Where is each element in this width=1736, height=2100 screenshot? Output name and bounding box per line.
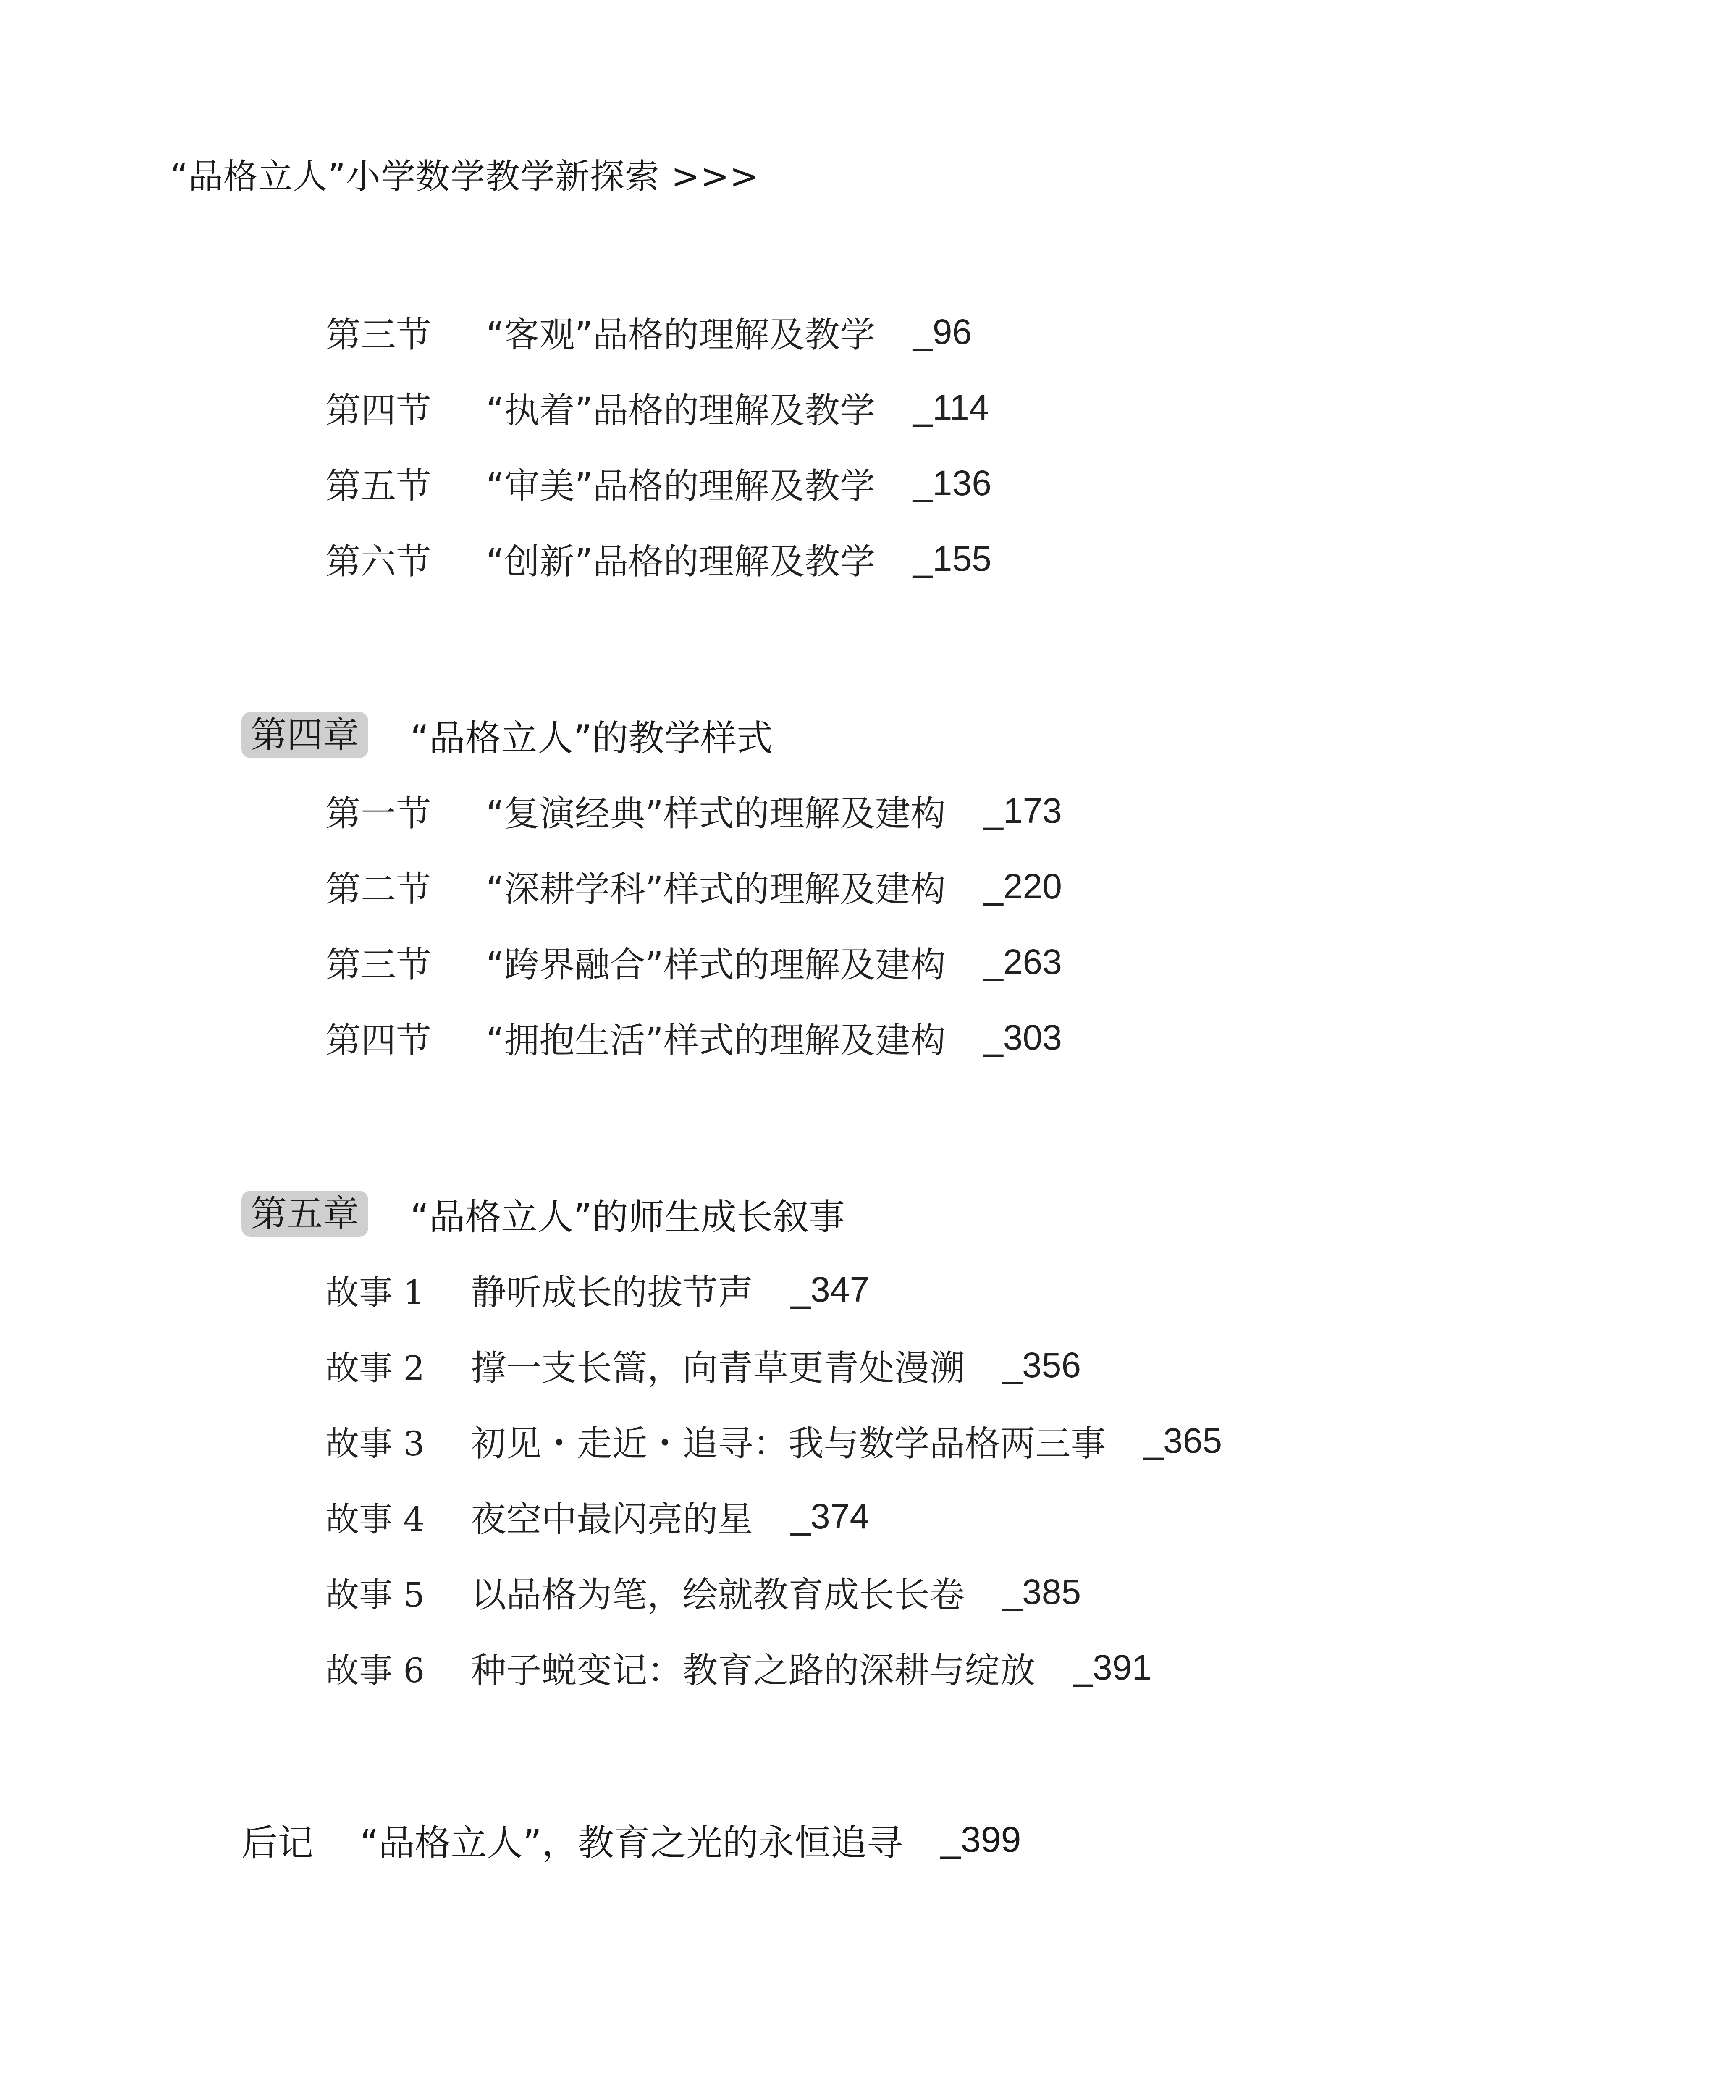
entry-page: _347 <box>791 1269 870 1309</box>
toc-entry[interactable] <box>325 937 1062 987</box>
entry-page: _356 <box>1002 1345 1081 1385</box>
toc-entry[interactable] <box>325 1567 1081 1617</box>
entry-title: 撑一支长篙，向青草更青处漫溯 <box>471 1347 965 1389</box>
entry-page: _263 <box>983 942 1062 982</box>
toc-entry[interactable] <box>325 382 989 433</box>
entry-title: “复演经典”样式的理解及建构 <box>486 793 946 834</box>
entry-page: _374 <box>791 1496 870 1536</box>
entry-page: _391 <box>1073 1647 1152 1687</box>
entry-page: _365 <box>1143 1420 1222 1460</box>
afterword-label: 后记 <box>241 1822 314 1864</box>
toc-entry[interactable] <box>325 533 991 584</box>
entry-page: _220 <box>983 866 1062 906</box>
entry-label: 第六节 <box>325 541 432 582</box>
entry-label: 第三节 <box>325 944 432 985</box>
afterword-page: _399 <box>941 1819 1021 1860</box>
chapter-badge: 第五章 <box>241 1191 368 1237</box>
entry-title: “客观”品格的理解及教学 <box>486 314 876 355</box>
chapter-heading[interactable] <box>241 1189 845 1239</box>
toc-entry[interactable] <box>325 1340 1081 1390</box>
toc-entry[interactable] <box>325 1415 1222 1466</box>
toc-entry[interactable] <box>325 458 991 508</box>
entry-title: “跨界融合”样式的理解及建构 <box>486 944 946 985</box>
afterword-title: “品格立人”，教育之光的永恒追寻 <box>360 1822 903 1864</box>
entry-page: _136 <box>913 463 991 503</box>
entry-label: 故事 2 <box>325 1348 425 1388</box>
entry-title: 夜空中最闪亮的星 <box>471 1498 753 1540</box>
entry-title: “执着”品格的理解及教学 <box>486 389 876 431</box>
toc-entry[interactable] <box>325 1642 1151 1693</box>
entry-label: 故事 6 <box>325 1651 425 1690</box>
chapter-title: “品格立人”的教学样式 <box>410 717 773 759</box>
entry-title: 种子蜕变记：教育之路的深耕与绽放 <box>471 1649 1036 1691</box>
toc-entry[interactable] <box>325 861 1062 911</box>
entry-page: _155 <box>913 538 991 578</box>
toc-entry[interactable] <box>325 1491 869 1541</box>
entry-label: 第四节 <box>325 1019 432 1061</box>
entry-title: 以品格为笔，绘就教育成长长卷 <box>471 1574 965 1615</box>
entry-title: “拥抱生活”样式的理解及建构 <box>486 1019 946 1061</box>
entry-page: _385 <box>1002 1572 1081 1612</box>
entry-title: 静听成长的拔节声 <box>471 1271 753 1313</box>
toc-entry[interactable] <box>325 1264 869 1315</box>
entry-label: 故事 4 <box>325 1499 425 1539</box>
toc-entry[interactable] <box>325 785 1062 836</box>
entry-title: “深耕学科”样式的理解及建构 <box>486 868 946 910</box>
entry-label: 故事 5 <box>325 1575 425 1614</box>
afterword-entry[interactable] <box>241 1814 1021 1865</box>
entry-page: _303 <box>983 1017 1062 1057</box>
entry-title: “审美”品格的理解及教学 <box>486 465 876 507</box>
entry-label: 故事 3 <box>325 1424 425 1463</box>
entry-label: 第四节 <box>325 389 432 431</box>
entry-label: 第三节 <box>325 314 432 355</box>
running-header: “品格立人”小学数学教学新探索 >>> <box>170 157 759 197</box>
chapter-title: “品格立人”的师生成长叙事 <box>410 1196 845 1238</box>
entry-page: _96 <box>913 312 972 352</box>
entry-title: 初见・走近・追寻：我与数学品格两三事 <box>471 1423 1106 1464</box>
toc-entry[interactable] <box>325 1012 1062 1063</box>
entry-page: _114 <box>913 387 989 427</box>
entry-label: 第五节 <box>325 465 432 507</box>
entry-page: _173 <box>983 790 1062 830</box>
entry-title: “创新”品格的理解及教学 <box>486 541 876 582</box>
toc-entry[interactable] <box>325 307 972 357</box>
chapter-heading[interactable] <box>241 710 773 760</box>
entry-label: 第二节 <box>325 868 432 910</box>
entry-label: 第一节 <box>325 793 432 834</box>
entry-label: 故事 1 <box>325 1273 425 1312</box>
chapter-badge: 第四章 <box>241 712 368 758</box>
